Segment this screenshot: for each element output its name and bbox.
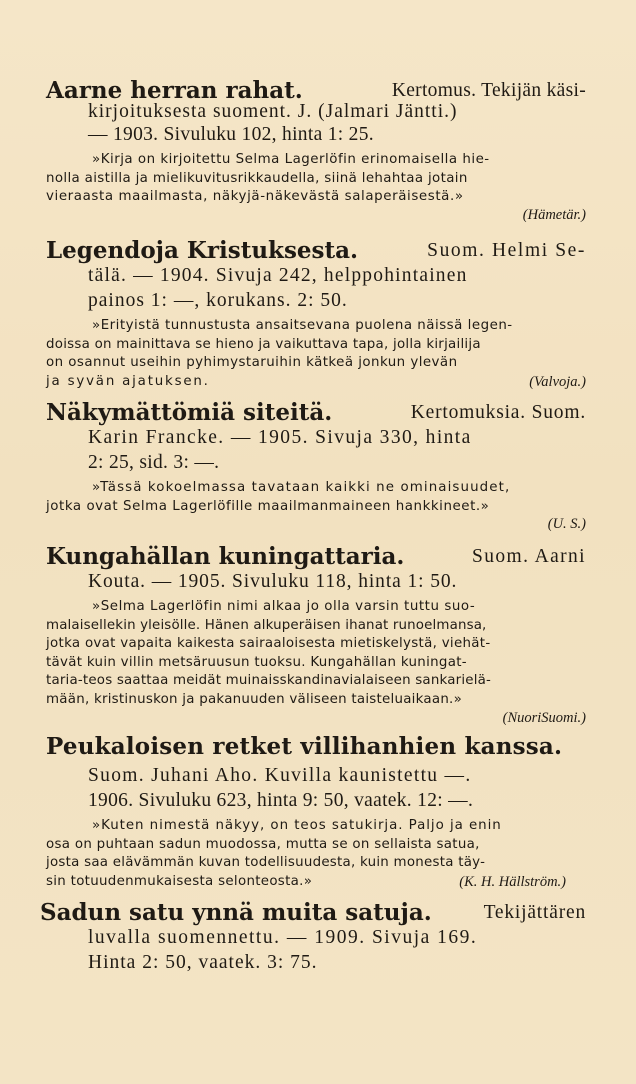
quote-line: nolla aistilla ja mielikuvitusrikkaudella, siinä lehahtaa jotain	[46, 170, 468, 186]
quote-line: osa on puhtaan sadun muodossa, mutta se on sellaista satua,	[46, 836, 480, 852]
quote-line: jotka ovat vapaita kaikesta sairaaloisesta mietiskelystä, viehät-	[46, 636, 491, 652]
entry-meta: Suom. Juhani Aho. Kuvilla kaunistettu —.	[88, 765, 472, 786]
book-title: Näkymättömiä siteitä.	[46, 399, 333, 426]
quote-line: malaisellekin yleisölle. Hänen alkuperäisen ihanat runoelmansa,	[46, 617, 487, 633]
entry-first-line	[46, 543, 586, 570]
book-entry	[46, 77, 586, 224]
quote-line: doissa on mainittava se hieno ja vaikuttava tapa, jolla kirjailija	[46, 336, 481, 352]
entry-first-line	[46, 399, 586, 426]
quote-line	[46, 873, 586, 892]
quote-line: taria-teos saattaa meidät muinaisskandinavialaiseen sankarielä-	[46, 673, 492, 689]
book-entry	[46, 237, 586, 391]
entry-meta: tälä. — 1904. Sivuja 242, helppohintainen	[88, 265, 468, 286]
review-quote	[46, 151, 586, 224]
entry-first-line	[46, 733, 586, 760]
quote-line: jotka ovat Selma Lagerlöfille maailmanmaineen hankkineet.»	[46, 498, 490, 514]
entry-first-line	[46, 77, 586, 104]
entry-meta: kirjoituksesta suoment. J. (Jalmari Jäntti.)	[88, 101, 458, 122]
entry-meta: luvalla suomennettu. — 1909. Sivuja 169.	[88, 927, 478, 948]
quote-line: »Kirja on kirjoitettu Selma Lagerlöfin erinomaisella hie-	[92, 152, 490, 167]
review-source: (K. H. Hällström.)	[459, 873, 566, 890]
review-source: (Valvoja.)	[529, 373, 586, 390]
quote-line: »Tässä kokoelmassa tavataan kaikki ne ominaisuudet,	[92, 480, 511, 495]
entry-meta: Suom. Aarni	[472, 546, 586, 567]
quote-line: vieraasta maailmasta, näkyjä-näkevästä salaperäisestä.»	[46, 189, 464, 205]
entry-meta: Hinta 2: 50, vaatek. 3: 75.	[88, 952, 318, 973]
entry-first-line	[40, 899, 586, 926]
review-quote	[46, 817, 586, 891]
review-source: (U. S.)	[547, 516, 586, 533]
quote-line: »Selma Lagerlöfin nimi alkaa jo olla varsin tuttu suo-	[92, 599, 476, 614]
book-entry	[46, 733, 586, 891]
entry-meta: Suom. Helmi Se-	[427, 240, 586, 261]
review-quote	[46, 598, 586, 727]
review-quote	[46, 317, 586, 391]
quote-text: sin totuudenmukaisesta selonteosta.»	[46, 873, 313, 889]
entry-meta: Kertomuksia. Suom.	[410, 402, 586, 423]
entry-meta: Karin Francke. — 1905. Sivuja 330, hinta	[88, 427, 472, 448]
book-title: Sadun satu ynnä muita satuja.	[40, 899, 432, 926]
quote-line: josta saa elävämmän kuvan todellisuudesta, kuin monesta täy-	[46, 855, 486, 871]
entry-first-line	[46, 237, 586, 264]
book-entry	[46, 399, 586, 533]
review-source: (NuoriSuomi.)	[502, 709, 586, 726]
quote-line: on osannut useihin pyhimystaruihin kätkeä jonkun ylevän	[46, 355, 458, 371]
entry-meta: Kouta. — 1905. Sivuluku 118, hinta 1: 50.	[88, 571, 458, 592]
quote-line	[46, 373, 586, 392]
quote-line: mään, kristinuskon ja pakanuuden väliseen taisteluaikaan.»	[46, 691, 463, 707]
book-title: Legendoja Kristuksesta.	[46, 237, 359, 264]
review-source: (Hämetär.)	[522, 206, 586, 223]
quote-line: »Kuten nimestä näkyy, on teos satukirja. Paljo ja enin	[92, 818, 502, 833]
quote-text: ja syvän ajatuksen.	[46, 373, 210, 389]
entry-meta: 2: 25, sid. 3: —.	[88, 452, 220, 473]
entry-meta: — 1903. Sivuluku 102, hinta 1: 25.	[88, 124, 374, 145]
entry-meta: painos 1: —, korukans. 2: 50.	[88, 290, 348, 311]
book-title: Aarne herran rahat.	[46, 77, 303, 104]
entry-meta: 1906. Sivuluku 623, hinta 9: 50, vaatek. 12: —.	[88, 790, 474, 811]
review-quote	[46, 479, 586, 533]
entry-meta: Kertomus. Tekijän käsi-	[391, 80, 586, 101]
quote-line: tävät kuin villin metsäruusun tuoksu. Kungahällan kuningat-	[46, 654, 467, 670]
book-title: Peukaloisen retket villihanhien kanssa.	[46, 733, 563, 760]
book-entry	[40, 899, 586, 973]
entry-meta: Tekijättären	[483, 902, 586, 923]
quote-line: »Erityistä tunnustusta ansaitsevana puolena näissä legen-	[92, 318, 513, 333]
book-entry	[46, 543, 586, 727]
book-title: Kungahällan kuningattaria.	[46, 543, 405, 570]
